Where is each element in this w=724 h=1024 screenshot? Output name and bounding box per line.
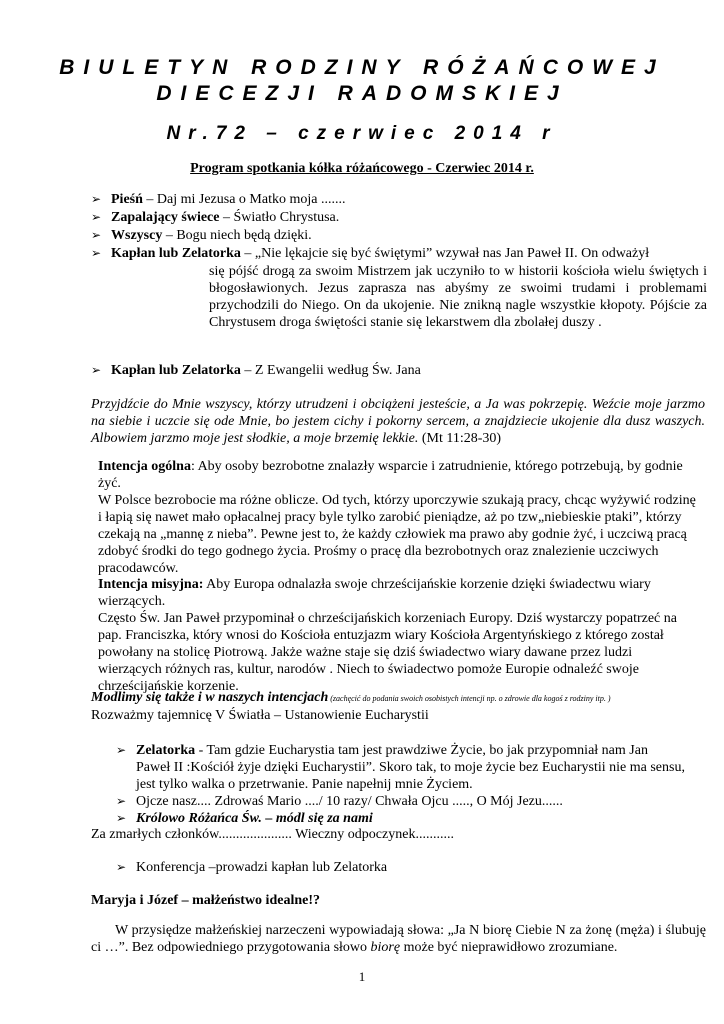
zelatorka-first: - Tam gdzie Eucharystia tam jest prawdziwe Życie, bo jak przypomniał nam Jan: [195, 743, 648, 758]
modlimy-line: [91, 689, 711, 707]
masthead-line-2: DIECEZJI RADOMSKIEJ: [156, 82, 568, 105]
zelatorka-label: Zelatorka: [136, 743, 196, 758]
bullet-label: Zapalający świece: [111, 210, 220, 225]
article-title: Maryja i Józef – małżeństwo idealne!?: [91, 893, 320, 908]
issue-number: Nr.72 – czerwiec 2014 r: [166, 123, 558, 144]
zelatorka-item: [116, 742, 706, 793]
arrow-bullet-icon: ➢: [116, 794, 127, 808]
modlimy-heading: Modlimy się także i w naszych intencjach: [91, 690, 329, 705]
bullet-label: Kapłan lub Zelatorka: [111, 246, 241, 261]
article-text-a: W przysiędze małżeńskiej narzeczeni wypowiadają słowa: „Ja N biorę Ciebie N za żonę (męża) i ślubuję ci …”. Bez odpowiedniego przygotowania słowo: [91, 923, 706, 955]
page-number: 1: [358, 969, 366, 984]
intencja-misyjna-text: Aby Europa odnalazła swoje chrześcijańskie korzenie dzięki świadectwu wiary wierzących.: [98, 577, 651, 609]
bullet-label: Wszyscy: [111, 228, 163, 243]
bullet-piesn: [91, 191, 691, 208]
ojcze-text: Ojcze nasz.... Zdrowaś Mario ..../ 10 razy/ Chwała Ojcu ....., O Mój Jezu......: [136, 794, 563, 809]
gospel-text: Przyjdźcie do Mnie wszyscy, którzy utrudzeni i obciążeni jesteście, a Ja was pokrzepię. Weźcie moje jarzmo na siebie i uczcie się ode Mnie, bo jestem cichy i pokorny sercem, a znajdziecie ukojenie dla dusz waszych. Albowiem jarzmo moje jest słodkie, a moje brzemię lekkie.: [91, 397, 705, 446]
gospel-quote: [91, 396, 705, 447]
arrow-bullet-icon: ➢: [116, 743, 127, 757]
intencja-ogolna-label: Intencja ogólna: [98, 459, 191, 474]
bullet-text: – Bogu niech będą dzięki.: [162, 228, 312, 243]
bullet-wszyscy: [91, 227, 691, 244]
konferencja-text: Konferencja –prowadzi kapłan lub Zelatorka: [136, 860, 388, 875]
bullet-text: – „Nie lękajcie się być świętymi” wzywał nas Jan Paweł II. On odważył: [240, 246, 650, 261]
bullet-label: Kapłan lub Zelatorka: [111, 363, 241, 378]
article-text-b: może być nieprawidłowo zrozumiane.: [400, 940, 618, 955]
bullet-label: Pieśń: [111, 192, 143, 207]
zelatorka-rest: Paweł II :Kościół żyje dzięki Eucharystii”. Skoro tak, to moje życie bez Eucharystii nie ma sensu, jest tylko walka o przetrwanie. Panie napełnij mnie Życiem.: [136, 760, 685, 792]
masthead-line-1: BIULETYN RODZINY RÓŻAŃCOWEJ: [59, 56, 665, 79]
intencja-ogolna-body: W Polsce bezrobocie ma różne oblicze. Od tych, którzy uporczywie szukają pracy, chcąc wyżywić rodzinę i łapią się nawet mało opłacalnej pracy byle tylko zarobić pieniądze, aż po tzw„niebieskie ptaki”, którzy czekają na „mannę z nieba”. Pewne jest to, że każdy człowiek ma prawo aby godnie żyć, i uczciwą pracą zdobyć środki do tego godnego życia. Prośmy o pracę dla bezrobotnych oraz znalezienie uczciwych pracodawców.: [98, 493, 696, 576]
tajemnica-line: Rozważmy tajemnicę V Światła – Ustanowienie Eucharystii: [91, 708, 429, 723]
bullet-kaplan-1: [91, 245, 711, 262]
intencja-misyjna: [98, 576, 698, 695]
article-emphasis: biorę: [370, 940, 401, 955]
bullet-swiece: [91, 209, 691, 226]
article-paragraph: [91, 922, 706, 956]
kaplan-hanging-text: się pójść drogą za swoim Mistrzem jak uczyniło to w historii kościoła wielu świętych i błogosławionych. Jezus zaprasza nas abyśmy ze swoimi trudami i problemami przychodzili do Niego. On da ukojenie. Nie znikną nagle wszystkie kłopoty. Pójście za Chrystusem droga świętości stanie się lekarstwem dla zbolałej duszy .: [209, 264, 707, 330]
arrow-bullet-icon: ➢: [91, 246, 102, 260]
intencja-ogolna-text: : Aby osoby bezrobotne znalazły wsparcie i zatrudnienie, którego potrzebują, by godnie żyć.: [98, 459, 683, 491]
konferencja-item: [116, 859, 706, 876]
krolowo-item: [116, 810, 706, 827]
zmarlych-line: Za zmarłych członków..................... Wieczny odpoczynek...........: [91, 827, 454, 842]
intencja-ogolna: [98, 458, 698, 577]
arrow-bullet-icon: ➢: [116, 860, 127, 874]
bullet-kaplan-2: [91, 362, 691, 379]
program-title: Program spotkania kółka różańcowego - Czerwiec 2014 r.: [190, 161, 534, 176]
krolowo-text: Królowo Różańca Św. – módl się za nami: [136, 811, 373, 826]
bullet-text: – Światło Chrystusa.: [219, 210, 340, 225]
ojcze-item: [116, 793, 706, 810]
arrow-bullet-icon: ➢: [91, 210, 102, 224]
modlimy-note: (zachęcić do podania swoich osobistych intencji np. o zdrowie dla kogoś z rodziny itp. ): [328, 694, 611, 703]
intencja-misyjna-body: Często Św. Jan Paweł przypominał o chrześcijańskich korzeniach Europy. Dziś wystarczy popatrzeć na pap. Franciszka, który wnosi do Kościoła entuzjazm wiary Kościoła Argentyńskiego z którego został powołany na stolicę Piotrową. Jakże ważne staje się dziś świadectwo wiary dawane przez ludzi wierzących różnych ras, kultur, narodów . Niech to świadectwo pomoże Europie odnaleźć swoje chrześcijańskie korzenie.: [98, 611, 677, 694]
arrow-bullet-icon: ➢: [91, 192, 102, 206]
intencja-misyjna-label: Intencja misyjna:: [98, 577, 204, 592]
arrow-bullet-icon: ➢: [91, 363, 102, 377]
bullet-text: – Daj mi Jezusa o Matko moja .......: [142, 192, 346, 207]
gospel-reference: (Mt 11:28-30): [418, 431, 502, 446]
bullet-text: – Z Ewangelii według Św. Jana: [240, 363, 421, 378]
arrow-bullet-icon: ➢: [91, 228, 102, 242]
arrow-bullet-icon: ➢: [116, 811, 127, 825]
